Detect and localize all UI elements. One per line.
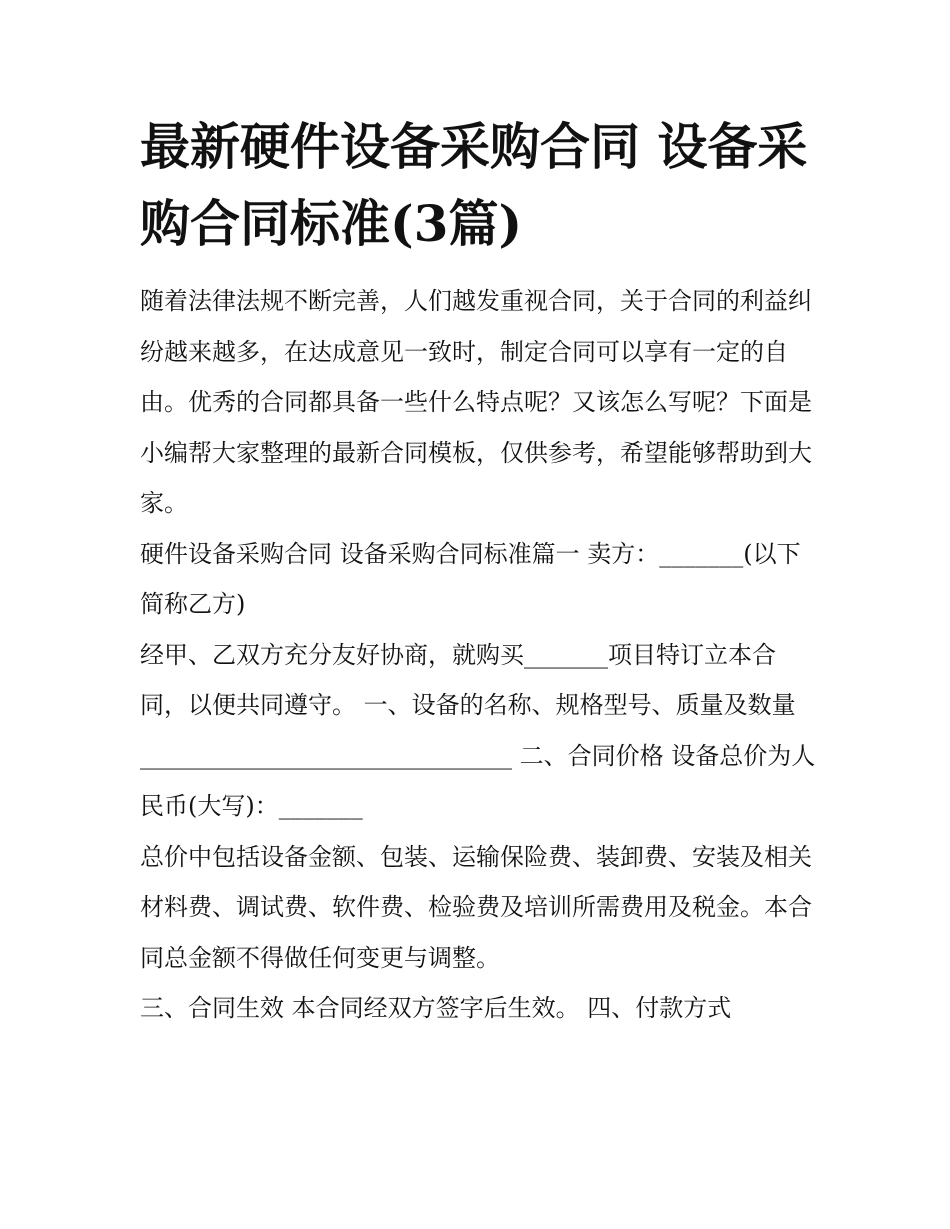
document-title: 最新硬件设备采购合同 设备采购合同标准(3篇) [140, 117, 808, 253]
price-details-clause: 总价中包括设备金额、包装、运输保险费、装卸费、安装及相关材料费、调试费、软件费、检验费及培训所需费用及税金。本合同总金额不得做任何变更与调整。 [140, 842, 812, 972]
seller-clause: 硬件设备采购合同 设备采购合同标准篇一 卖方：_______(以下简称乙方) [140, 539, 801, 618]
price-clause: _______________________________ 二、合同价格 设备总价为人民币(大写)：_______ [140, 741, 816, 820]
document-body [140, 108, 816, 1034]
effect-payment-clause: 三、合同生效 本合同经双方签字后生效。 四、付款方式 [140, 994, 732, 1022]
agreement-clause: 经甲、乙双方充分友好协商，就购买_______项目特订立本合同，以便共同遵守。 一、设备的名称、规格型号、质量及数量 [140, 640, 796, 719]
intro-paragraph: 随着法律法规不断完善，人们越发重视合同，关于合同的利益纠纷越来越多，在达成意见一致时，制定合同可以享有一定的自由。优秀的合同都具备一些什么特点呢？又该怎么写呢？下面是小编帮大家整理的最新合同模板，仅供参考，希望能够帮助到大家。 [140, 287, 812, 517]
